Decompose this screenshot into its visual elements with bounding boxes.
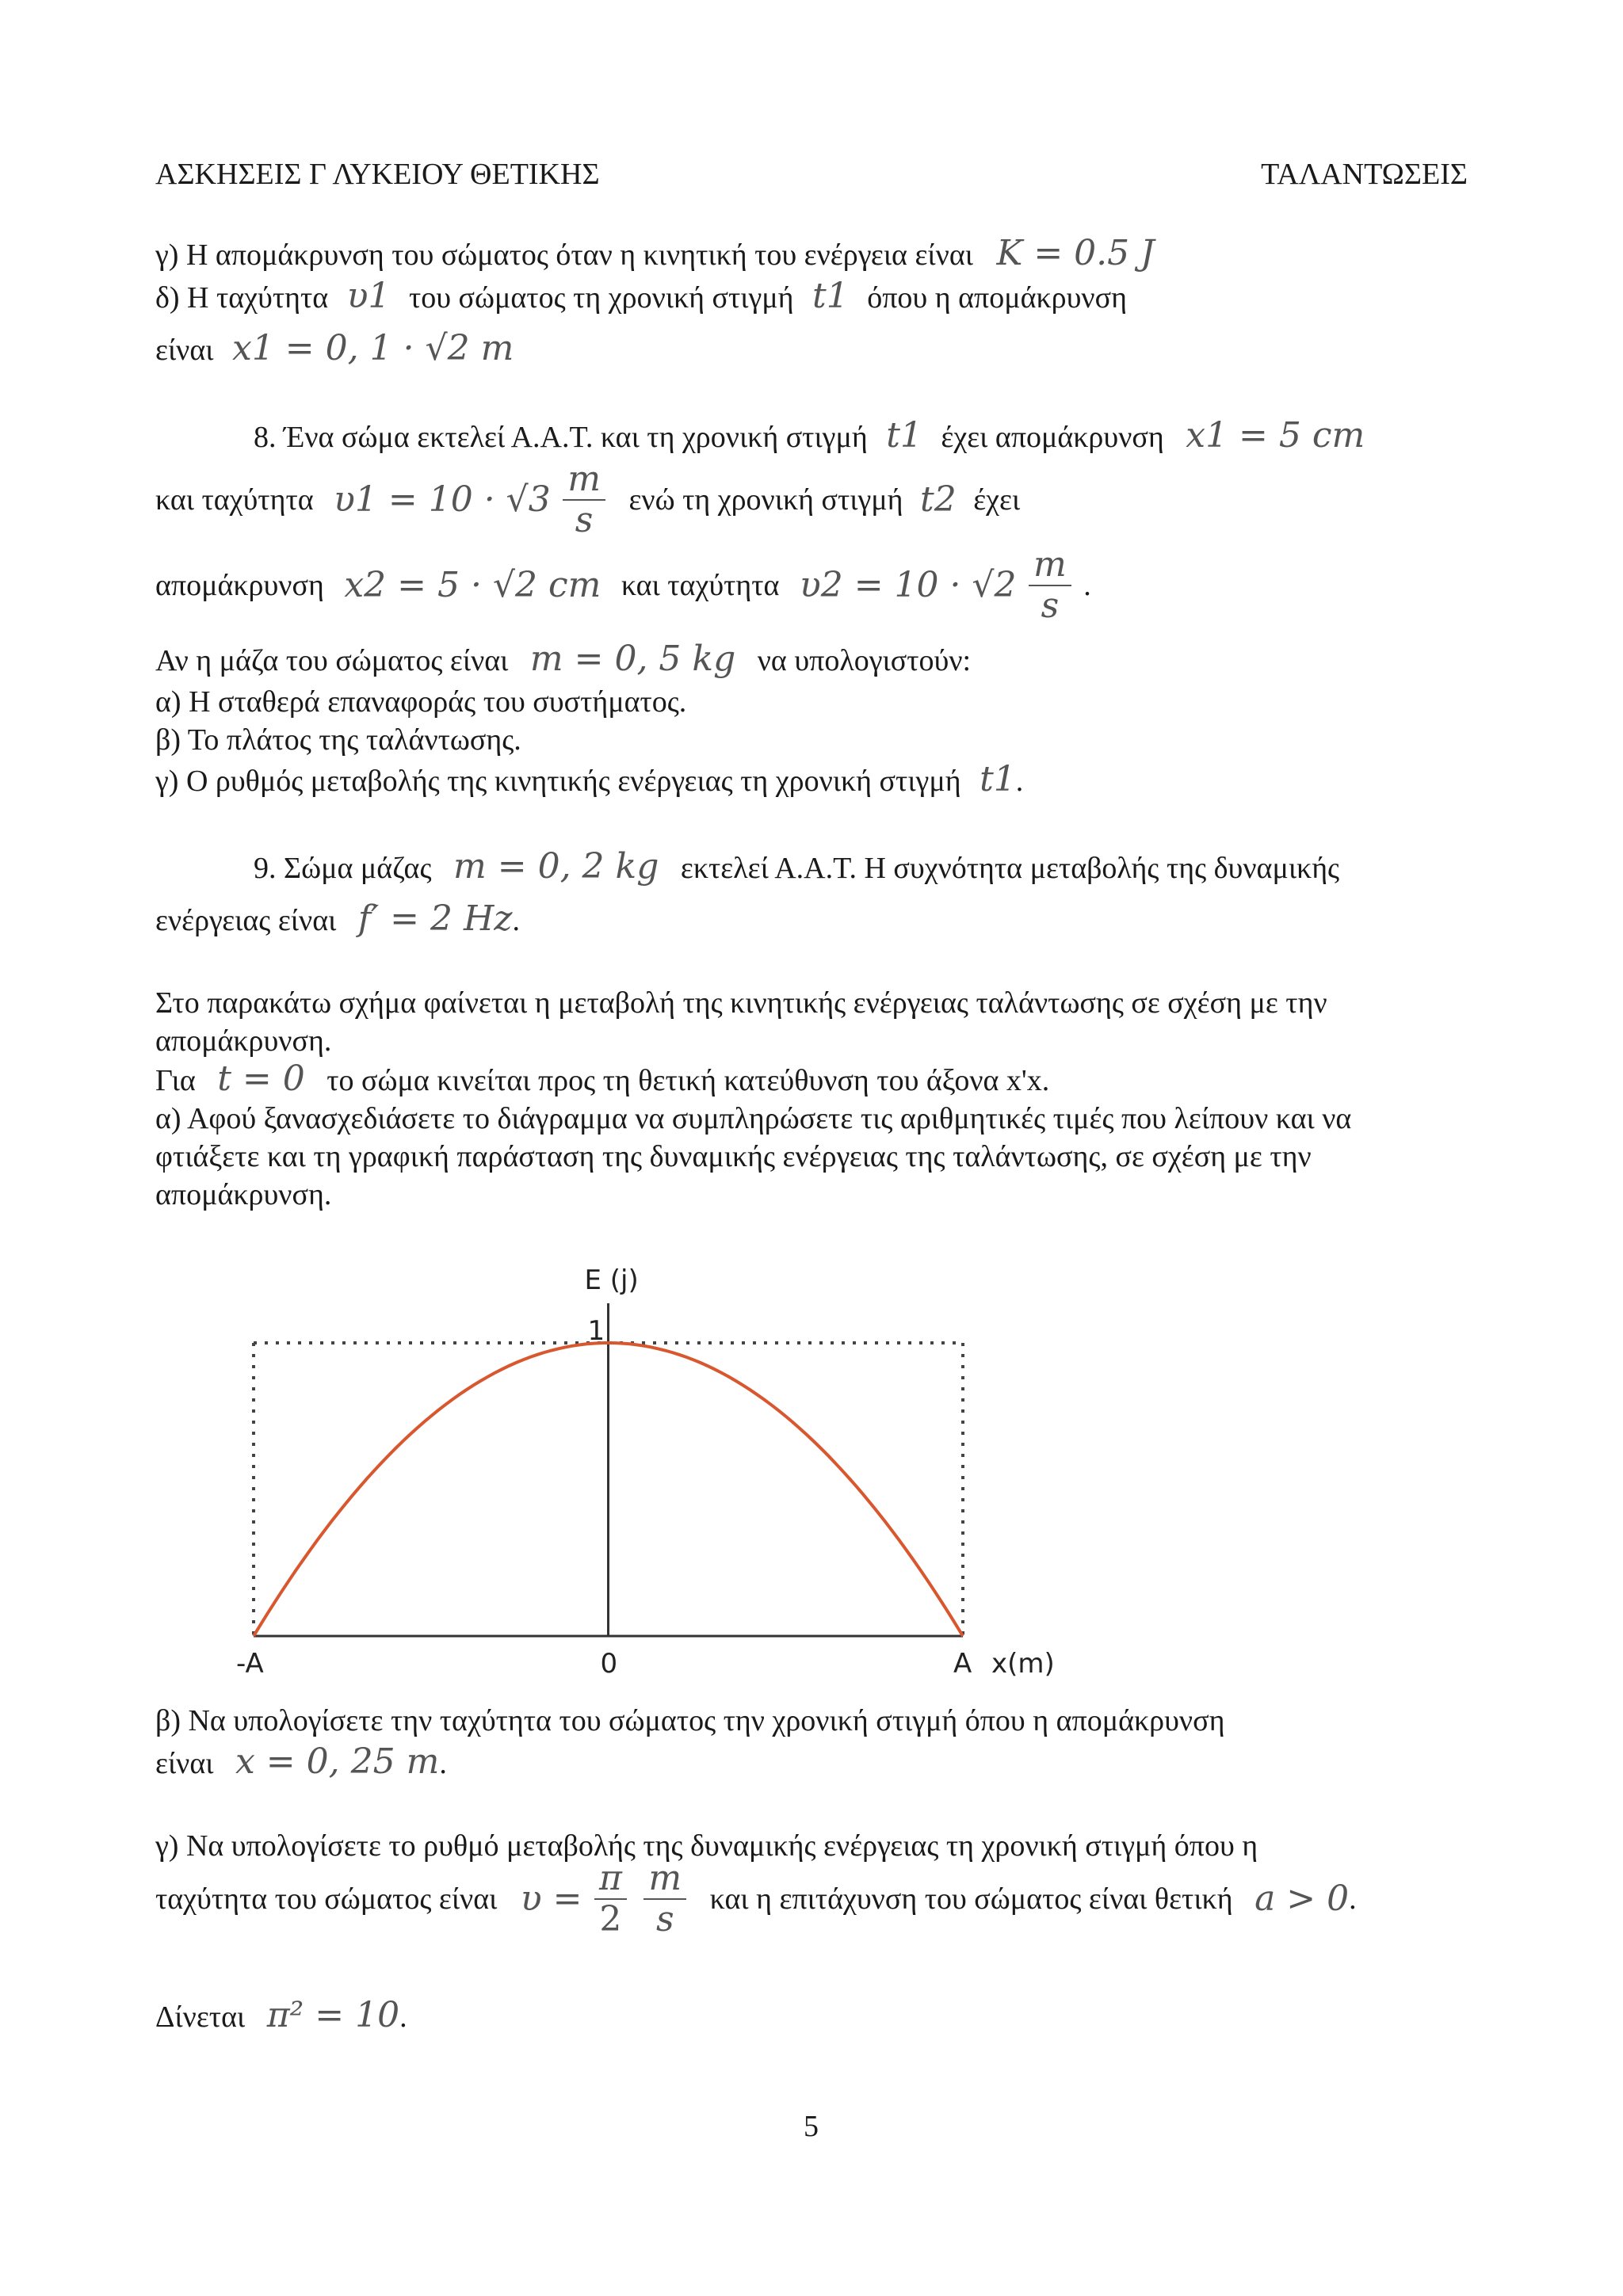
ex9-p3: [155, 1060, 1049, 1100]
ex8-line3-unit-den: s: [1041, 585, 1060, 626]
ex8-line2-text: και ταχύτητα: [155, 483, 314, 517]
prev-d-line2-math: x1 = 0, 1 · √2 m: [232, 328, 514, 368]
ex8-c-text: γ) Ο ρυθμός μεταβολής της κινητικής ενέργειας τη χρονική στιγμή: [155, 765, 961, 798]
ex9-g2-frac1: [594, 1859, 627, 1939]
ex9-p3-text1: Για: [155, 1064, 196, 1097]
prev-d-line2-text: είναι: [155, 334, 214, 367]
ex9-g2-frac2: [643, 1859, 686, 1939]
prev-d-text-3: όπου η απομάκρυνση: [867, 281, 1127, 315]
ex9-b2: είναι x = 0, 25 m.: [155, 1741, 447, 1782]
ex8-c-t: t1: [980, 759, 1016, 799]
ex8-line1: [254, 417, 1365, 456]
ex8-line4: [155, 640, 971, 680]
ex8-line3-v: υ2 = 10 · √2: [799, 565, 1017, 605]
ex8-c: γ) Ο ρυθμός μεταβολής της κινητικής ενέργειας τη χρονική στιγμή t1.: [155, 759, 1024, 799]
ex8-line2-unit-num: m: [563, 460, 605, 501]
ex9-b1: β) Να υπολογίσετε την ταχύτητα του σώματος την χρονική στιγμή όπου η απομάκρυνση: [155, 1704, 1225, 1737]
prev-g-text: γ) Η απομάκρυνση του σώματος όταν η κινητική του ενέργεια είναι: [155, 238, 973, 272]
x-axis-label: x(m): [991, 1648, 1055, 1680]
y-axis-label: E (j): [584, 1264, 639, 1296]
ex8-line4-text: Αν η μάζα του σώματος είναι: [155, 644, 509, 677]
header-right: ΤΑΛΑΝΤΩΣΕΙΣ: [1261, 158, 1468, 191]
prev-d-math-v: υ1: [346, 276, 391, 316]
ex9-line1-m: m = 0, 2 kg: [453, 846, 659, 887]
ex9-g2-den1: 2: [599, 1899, 622, 1939]
ex8-line4-m: m = 0, 5 kg: [529, 639, 736, 679]
prev-g-line: [155, 235, 1155, 274]
x-tick-label-zero: 0: [600, 1648, 618, 1680]
prev-d-line: [155, 277, 1127, 317]
ex8-line2-unit: [563, 460, 605, 540]
ex9-line1: [254, 848, 1339, 887]
prev-g-math: K = 0.5 J: [996, 233, 1155, 273]
ex9-b2-text: είναι: [155, 1747, 214, 1780]
ex9-g2-den2: s: [655, 1899, 674, 1939]
ex9-g1: γ) Να υπολογίσετε το ρυθμό μεταβολής της δυναμικής ενέργειας τη χρονική στιγμή όπου η: [155, 1829, 1258, 1863]
ex8-line1-t: t1: [886, 415, 922, 456]
ex8-line2-t: t2: [920, 479, 957, 520]
ex8-line3-text2: και ταχύτητα: [621, 569, 780, 602]
ex8-a: α) Η σταθερά επαναφοράς του συστήματος.: [155, 685, 687, 719]
page-number: 5: [804, 2110, 819, 2143]
ex8-line3-x: x2 = 5 · √2 cm: [344, 565, 601, 605]
ex8-line2: [155, 460, 1020, 540]
ex8-line3-text: απομάκρυνση: [155, 569, 324, 602]
ex9-b2-math: x = 0, 25 m: [235, 1741, 440, 1782]
ex9-given: Δίνεται π² = 10.: [155, 1995, 407, 2035]
ex8-line1-text2: έχει απομάκρυνση: [941, 421, 1164, 454]
ex9-line2-text: ενέργειας είναι: [155, 904, 337, 937]
prev-d-text-1: δ) Η ταχύτητα: [155, 281, 329, 315]
ex8-line2-text2: ενώ τη χρονική στιγμή: [628, 483, 903, 517]
ex8-b: β) Το πλάτος της ταλάντωσης.: [155, 723, 521, 757]
ex9-g2-num1: π: [594, 1859, 627, 1900]
ex9-line2-f: f′ = 2 Hz: [357, 898, 513, 939]
ex9-g2-v: υ =: [520, 1878, 582, 1919]
ex8-line2-unit-den: s: [575, 500, 594, 540]
prev-d-math-t: t1: [812, 276, 849, 316]
ex9-g2-a: a > 0: [1254, 1878, 1350, 1919]
prev-d-line2: [155, 330, 514, 369]
prev-d-text-2: του σώματος τη χρονική στιγμή: [408, 281, 794, 315]
ex9-p2: απομάκρυνση.: [155, 1024, 332, 1058]
y-max-tick-label: 1: [587, 1315, 605, 1347]
ex9-line1-text: 9. Σώμα μάζας: [254, 852, 432, 885]
ex8-line3-unit: [1029, 545, 1071, 626]
ex8-line1-x: x1 = 5 cm: [1186, 415, 1365, 456]
ex9-p1: Στο παρακάτω σχήμα φαίνεται η μεταβολή της κινητικής ενέργειας ταλάντωσης σε σχέση με την: [155, 986, 1327, 1020]
ex8-line3-unit-num: m: [1029, 545, 1071, 586]
ex8-line2-v: υ1 = 10 · √3: [334, 479, 551, 520]
ex8-line1-text: 8. Ένα σώμα εκτελεί Α.Α.Τ. και τη χρονική στιγμή: [254, 421, 868, 454]
ex9-a3: απομάκρυνση.: [155, 1178, 332, 1211]
ex9-a2: φτιάξετε και τη γραφική παράσταση της δυναμικής ενέργειας της ταλάντωσης, σε σχέση με την: [155, 1140, 1312, 1173]
ex9-g2-text2: και η επιτάχυνση του σώματος είναι θετική: [709, 1882, 1233, 1916]
ex8-line3: απομάκρυνση x2 = 5 · √2 cm και ταχύτητα υ2 = 10 · √2 $\frac{m}{s}$ .: [155, 544, 1091, 626]
ex9-given-text: Δίνεται: [155, 2000, 246, 2034]
kinetic-energy-chart: [206, 1252, 1109, 1695]
ex9-p3-text2: το σώμα κινείται προς τη θετική κατεύθυνση του άξονα x'x.: [327, 1064, 1050, 1097]
ex9-given-math: π² = 10: [266, 1995, 400, 2035]
ex8-line2-text3: έχει: [973, 483, 1021, 517]
x-tick-label-minus-a: -A: [236, 1648, 264, 1680]
ex9-a1: α) Αφού ξανασχεδιάσετε το διάγραμμα να συμπληρώσετε τις αριθμητικές τιμές που λείπουν και να: [155, 1102, 1352, 1135]
ex9-g2-num2: m: [643, 1859, 686, 1900]
x-tick-label-a: A: [953, 1648, 972, 1680]
ex9-g2-text: ταχύτητα του σώματος είναι: [155, 1882, 498, 1916]
ex9-g2: ταχύτητα του σώματος είναι υ = $\frac{\pi}{2}$ $\frac{m}{s}$ και η επιτάχυνση του σώματος είναι θετική a > 0.: [155, 1858, 1357, 1939]
ex9-line1-text2: εκτελεί Α.Α.Τ. Η συχνότητα μεταβολής της δυναμικής: [680, 852, 1340, 885]
ex9-p3-math: t = 0: [217, 1058, 305, 1099]
header-left: ΑΣΚΗΣΕΙΣ Γ ΛΥΚΕΙΟΥ ΘΕΤΙΚΗΣ: [155, 158, 600, 191]
ex8-line4-text2: να υπολογιστούν:: [757, 644, 972, 677]
ex9-line2: ενέργειας είναι f′ = 2 Hz.: [155, 898, 520, 939]
